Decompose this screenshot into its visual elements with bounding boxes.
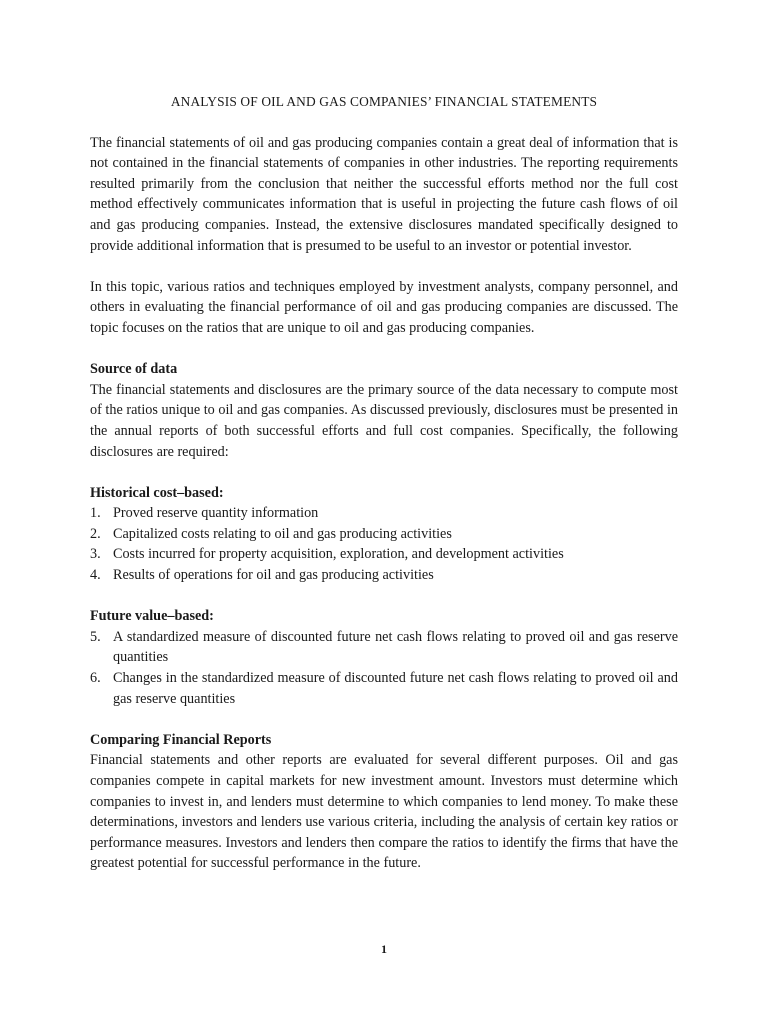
comparing-reports-heading: Comparing Financial Reports xyxy=(90,731,272,748)
page-title: ANALYSIS OF OIL AND GAS COMPANIES’ FINANCIAL STATEMENTS xyxy=(170,94,598,109)
future-value-heading: Future value–based: xyxy=(90,608,214,625)
list-item-number: 1. xyxy=(90,505,101,522)
document-page xyxy=(90,92,678,874)
intro-paragraph-2: In this topic, various ratios and techniques employed by investment analysts, company personnel, and others in evaluating the financial performance of oil and gas producing companies are discussed. The topic focuses on the ratios that are unique to oil and gas producing companies. xyxy=(90,278,678,336)
historical-cost-heading: Historical cost–based: xyxy=(90,484,224,501)
list-item-text: Results of operations for oil and gas producing activities xyxy=(113,567,434,584)
list-item-number: 3. xyxy=(90,546,101,563)
list-item xyxy=(90,627,678,668)
intro-paragraph-1: The financial statements of oil and gas producing companies contain a great deal of information that is not contained in the financial statements of companies in other industries. The reporting requirements resulted primarily from the conclusion that neither the successful efforts method nor the full cost method effectively communicates information that is useful in projecting the future cash flows of oil and gas producing companies. Instead, the extensive disclosures mandated specifically designed to provide additional information that is presumed to be useful to an investor or potential investor. xyxy=(90,134,678,254)
list-item-text: Capitalized costs relating to oil and gas producing activities xyxy=(113,525,452,542)
historical-cost-list xyxy=(90,503,678,585)
spacer xyxy=(90,709,678,730)
page-number: 1 xyxy=(381,942,387,956)
future-value-list xyxy=(90,627,678,709)
comparing-reports-paragraph: Financial statements and other reports are evaluated for several different purposes. Oil and gas companies compete in capital markets for new investment amount. Investors must determine which companies to invest in, and lenders must determine to which companies to lend money. To make these determinations, investors and lenders use various criteria, including the analysis of certain key ratios or performance measures. Investors and lenders then compare the ratios to identify the firms that have the greatest potential for successful performance in the future. xyxy=(90,752,678,872)
spacer xyxy=(90,586,678,607)
list-item-text: A standardized measure of discounted future net cash flows relating to proved oil and gas reserve quantities xyxy=(113,628,678,666)
list-item xyxy=(90,524,678,545)
list-item-number: 2. xyxy=(90,525,101,542)
list-item-text: Changes in the standardized measure of discounted future net cash flows relating to proved oil and gas reserve quantities xyxy=(113,670,678,707)
source-of-data-heading: Source of data xyxy=(90,361,178,378)
spacer xyxy=(90,462,678,483)
list-item-number: 5. xyxy=(90,628,101,645)
spacer xyxy=(90,339,678,360)
list-item-text: Proved reserve quantity information xyxy=(113,505,319,522)
list-item-text: Costs incurred for property acquisition, exploration, and development activities xyxy=(113,546,564,563)
list-item xyxy=(90,668,678,709)
list-item-number: 4. xyxy=(90,567,101,584)
spacer xyxy=(90,256,678,277)
source-of-data-paragraph: The financial statements and disclosures are the primary source of the data necessary to compute most of the ratios unique to oil and gas companies. As discussed previously, disclosures must be presented in the annual reports of both successful efforts and full cost companies. Specifically, the following disclosures are required: xyxy=(90,381,678,460)
list-item xyxy=(90,565,678,586)
list-item xyxy=(90,503,678,524)
list-item-number: 6. xyxy=(90,670,101,687)
list-item xyxy=(90,544,678,565)
